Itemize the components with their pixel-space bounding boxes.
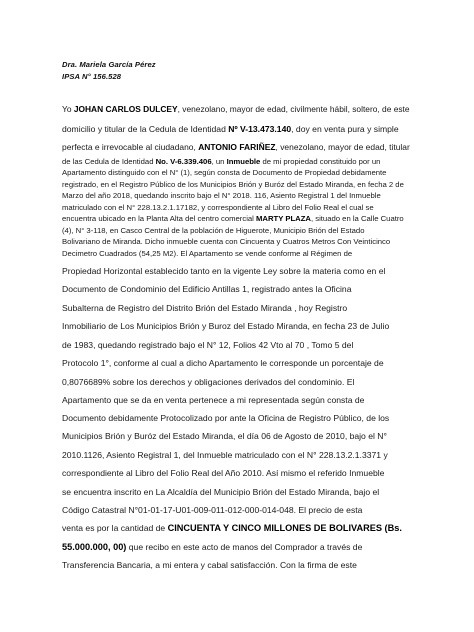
seller-name: JOHAN CARLOS DULCEY <box>73 104 178 114</box>
text-line <box>62 124 410 134</box>
text-fragment: domicilio y titular de la Cedula de Identidad <box>62 124 229 134</box>
text-fragment: venta es por la cantidad de <box>62 523 168 533</box>
buyer-id-number: V-6.339.406 <box>170 157 212 166</box>
text-fragment: encuentra ubicado en la Planta Alta del centro comercial <box>62 214 257 223</box>
property-keyword: Inmueble <box>226 157 261 166</box>
text-fragment: , situado en la Calle Cuatro <box>310 214 404 223</box>
ipsa-number: IPSA N° 156.528 <box>62 72 122 81</box>
mall-name: MARTY PLAZA <box>256 214 311 223</box>
text-fragment: de las Cedula de Identidad <box>62 157 156 166</box>
text-fragment: , doy en venta pura y simple <box>291 124 399 134</box>
text-line: se encuentra inscrito en La Alcaldía del Municipio Brión del Estado Miranda, bajo el <box>62 487 380 497</box>
text-line <box>62 542 410 552</box>
text-fragment: , un <box>211 157 227 166</box>
id-label: Nº <box>228 124 238 134</box>
text-line: Bolivariano de Miranda. Dicho inmueble cuenta con Cincuenta y Cuatros Metros Con Veinticinco <box>62 237 391 246</box>
text-line: (4), N° 3-118, en Casco Central de la población de Higuerote, Municipio Brión del Estado <box>62 226 365 235</box>
text-line: Transferencia Bancaria, a mi entera y cabal satisfacción. Con la firma de este <box>62 560 357 570</box>
text-line: 0,8076689% sobre los derechos y obligaciones derivados del condominio. El <box>62 377 355 387</box>
text-line: Propiedad Horizontal establecido tanto en la vigente Ley sobre la materia como en el <box>62 266 386 276</box>
text-line <box>62 157 410 166</box>
text-line: matriculado con el N° 228.13.2.1.17182, y correspondiente al Libro del Folio Real el cual se <box>62 203 374 212</box>
text-line <box>62 142 410 152</box>
price-amount: CINCUENTA Y CINCO MILLONES DE BOLIVARES (Bs. <box>167 523 402 533</box>
text-line: Apartamento distinguido con el N° (1), según consta de Documento de Propiedad debidamente <box>62 168 387 177</box>
text-line <box>62 214 410 223</box>
text-line <box>62 104 410 114</box>
text-fragment: , venezolano, mayor de edad, titular <box>275 142 410 152</box>
text-line: correspondiente al Libro del Folio Real del Año 2010. Así mismo el referido Inmueble <box>62 468 385 478</box>
text-line: registrado, en el Registro Público de los Municipios Brión y Buróz del Estado Miranda, en fecha 2 de <box>62 180 404 189</box>
text-line: Código Catastral N°01-01-17-U01-009-011-012-000-014-048. El precio de esta <box>62 505 363 515</box>
text-line <box>62 523 410 533</box>
text-fragment: Decimetro Cuadrados (54,25 M2). El Apartamento se vende conforme al Régimen de <box>62 249 353 258</box>
lawyer-name: Dra. Mariela García Pérez <box>62 60 156 69</box>
text-line: Subalterna de Registro del Distrito Brión del Estado Miranda , hoy Registro <box>62 303 348 313</box>
text-fragment: , venezolano, mayor de edad, civilmente hábil, soltero, de este <box>177 104 410 114</box>
buyer-name: ANTONIO FARIÑEZ <box>198 142 276 152</box>
price-amount: 55.000.000, 00) <box>62 542 127 552</box>
text-fragment: perfecta e irrevocable al ciudadano, <box>62 142 199 152</box>
text-line: Marzo del año 2018, quedando inscrito bajo el N° 2018. 116, Asiento Registral 1 del Inmueble <box>62 191 381 200</box>
text-fragment: que recibo en este acto de manos del Comprador a través de <box>126 542 363 552</box>
id-label: No. <box>155 157 168 166</box>
text-line: Municipios Brión y Buróz del Estado Miranda, el día 06 de Agosto de 2010, bajo el N° <box>62 431 387 441</box>
text-line: Documento de Condominio del Edificio Antillas 1, registrado antes la Oficina <box>62 284 352 294</box>
text-line <box>62 249 410 258</box>
text-line: Documento debidamente Protocolizado por ante la Oficina de Registro Público, de los <box>62 413 390 423</box>
text-fragment: de mi propiedad constituido por un <box>260 157 381 166</box>
text-line: de 1983, quedando registrado bajo el N° 12, Folios 42 Vto al 70 , Tomo 5 del <box>62 340 354 350</box>
text-line: Apartamento que se da en venta pertenece a mi representada según consta de <box>62 395 365 405</box>
text-fragment: Yo <box>62 104 74 114</box>
seller-id-number: V-13.473.140 <box>240 124 292 134</box>
text-line: Protocolo 1°, conforme al cual a dicho Apartamento le corresponde un porcentaje de <box>62 358 384 368</box>
text-line: Inmobiliario de Los Municipios Brión y Buroz del Estado Miranda, en fecha 23 de Julio <box>62 321 390 331</box>
text-line: 2010.1126, Asiento Registral 1, del Inmueble matriculado con el N° 228.13.2.1.3371 y <box>62 450 388 460</box>
